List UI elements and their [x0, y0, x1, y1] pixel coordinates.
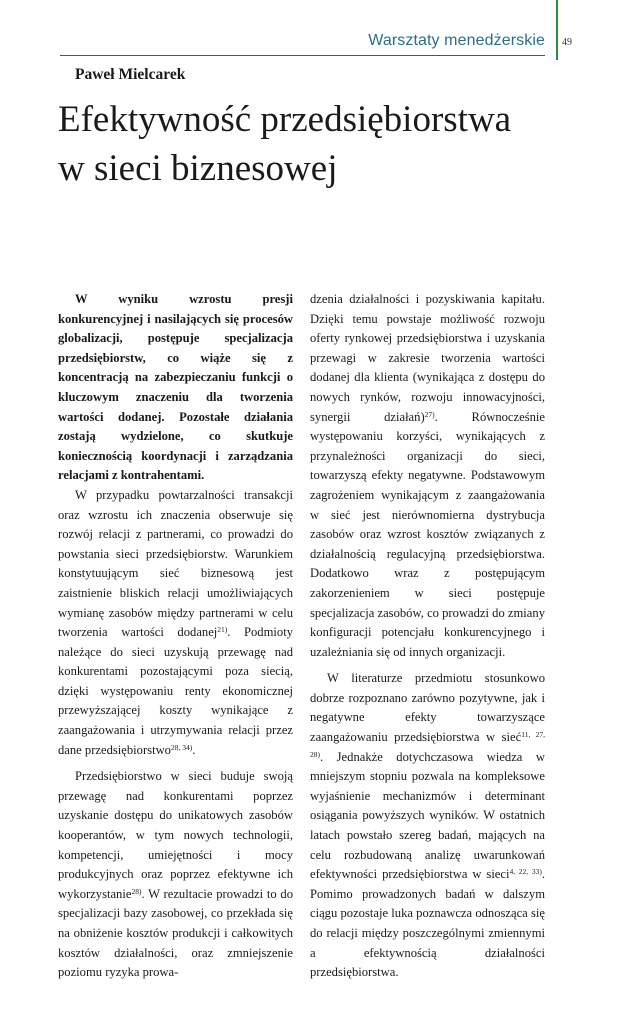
- citation-reference: 27): [424, 409, 435, 419]
- citation-reference: 11, 27, 28): [310, 730, 545, 759]
- citation-reference: 28, 34): [170, 742, 193, 752]
- body-paragraph: [58, 767, 293, 983]
- article-title-line-1: Efektywność przedsiębiorstwa: [58, 99, 512, 140]
- paragraph-text: W literaturze przedmiotu stosunkowo dobrze rozpoznano zarówno pozytywne, jak i negatywne efekty towarzyszące zaangażowaniu przedsiębiorstwa w sieć: [310, 671, 545, 745]
- paragraph-text: Przedsiębiorstwo w sieci buduje swoją przewagę nad konkurentami poprzez uzyskanie dostępu do unikatowych zasobów kooperantów, w tym nowych technologii, kompetencji, umiejętności i mocy produkcyjnych oraz poprzez efektywne ich wykorzystanie: [58, 769, 293, 901]
- article-title: [58, 95, 558, 193]
- body-paragraph: [58, 486, 293, 760]
- running-header-section: Warsztaty menedżerskie: [368, 32, 545, 49]
- paragraph-text: . Jednakże dotychczasowa wiedza w mniejszym stopniu pozwala na kompleksowe wyjaśnienie mechanizmów i determinant osiągania powyższych wyników. W ostatnich latach powstało szereg badań, mających na celu rozbudowaną analizę uwarunkowań efektywności przedsiębiorstwa w sieci: [310, 749, 545, 882]
- paragraph-text: . Podmioty należące do sieci uzyskują przewagę nad konkurentami pozostającymi poza siecią, dzięki występowaniu renty ekonomicznej przewyższającej koszty wynikające z zaangażowania i utrzymywania relacji przez dane przedsiębiorstwo: [58, 625, 293, 757]
- paragraph-text: W przypadku powtarzalności transakcji oraz wzrostu ich znaczenia obserwuje się rozwój relacji z partnerami, co prowadzi do powstania sieci przedsiębiorstw. Warunkiem konstytuującym sieć biznesową jest zaistnienie bliskich relacji umożliwiających wymianę zasobów między partnerami w celu tworzenia wartości dodanej: [58, 487, 293, 640]
- citation-reference: 28): [131, 886, 142, 896]
- body-paragraph: [310, 290, 545, 662]
- paragraph-text: . Pomimo prowadzonych badań w dalszym ciągu pozostaje luka poznawcza odnosząca się do relacji między poszczególnymi zmiennymi a efektywnością działalności przedsiębiorstwa.: [310, 867, 546, 980]
- header-divider: [60, 55, 545, 56]
- paragraph-text: dzenia działalności i pozyskiwania kapitału. Dzięki temu powstaje możliwość rozwoju oferty rynkowej przedsiębiorstwa i uzyskania przewagi w zakresie tworzenia wartości dodanej dla klienta (wynikająca z dostępu do nowych rynków, rozwoju innowacyjności, synergii działań): [310, 292, 545, 424]
- citation-reference: 21): [217, 625, 228, 635]
- paragraph-text: .: [192, 742, 196, 757]
- article-title-line-2: w sieci biznesowej: [58, 148, 338, 189]
- article-author: Paweł Mielcarek: [75, 66, 186, 83]
- left-column: [58, 290, 293, 983]
- body-paragraph: [310, 669, 545, 983]
- paragraph-text: . Równocześnie występowaniu korzyści, wynikających z przynależności organizacji do sieci, towarzyszą efekty negatywne. Podstawowym zagrożeniem wynikającym z zaangażowania w sieć jest nierównomierna dystrybucja zasobów oraz wzrost kosztów związanych z działalnością regulacyjną przedsiębiorstwa. Dodatkowo wraz z postępującym zakorzenieniem w sieci postępuje specjalizacja zasobów, co prowadzi do zmiany konfiguracji potencjału konkurencyjnego i uzależniania się od innych organizacji.: [310, 409, 545, 659]
- page-number: 49: [562, 37, 572, 48]
- page-accent-bar: [556, 0, 558, 60]
- abstract-paragraph: W wyniku wzrostu presji konkurencyjnej i nasilających się procesów globalizacji, postępuje specjalizacja przedsiębiorstw, co wiąże się z koncentracją na zabezpieczaniu funkcji o kluczowym znaczeniu dla tworzenia wartości dodanej. Pozostałe działania zostają wydzielone, co skutkuje koniecznością koordynacji i zarządzania relacjami z kontrahentami.: [58, 292, 293, 483]
- paragraph-text: . W rezultacie prowadzi to do specjalizacji bazy zasobowej, co przekłada się na obniżenie kosztów produkcji i całkowitych kosztów działalności, oraz zmniejszenie poziomu ryzyka prowa-: [58, 886, 293, 980]
- right-column: [310, 290, 545, 983]
- citation-reference: 4, 22, 33): [509, 867, 542, 877]
